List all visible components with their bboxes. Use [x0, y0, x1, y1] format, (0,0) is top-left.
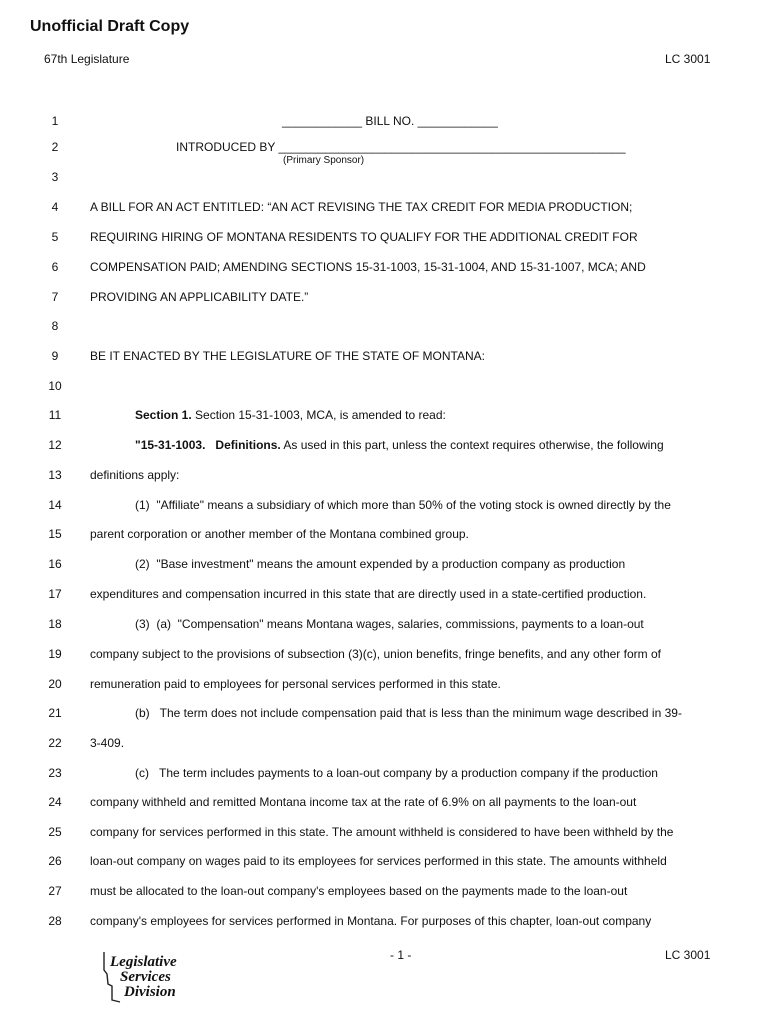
line-20: [0, 674, 770, 694]
line-number: 13: [48, 468, 62, 482]
line-22: [0, 733, 770, 753]
line-7: [0, 287, 770, 307]
draft-title: Unofficial Draft Copy: [30, 18, 190, 35]
line-number: 14: [48, 498, 62, 512]
body-text: loan-out company on wages paid to its employees for services performed in this state. The amounts withheld: [90, 854, 667, 868]
body-text: (3) (a) "Compensation" means Montana wages, salaries, commissions, payments to a loan-out: [135, 617, 644, 631]
line-number: 19: [48, 647, 62, 661]
line-number: 2: [51, 140, 59, 154]
bill-title-line: A BILL FOR AN ACT ENTITLED: “AN ACT REVISING THE TAX CREDIT FOR MEDIA PRODUCTION;: [90, 200, 633, 214]
logo-text-legislative: Legislative: [110, 954, 177, 970]
line-12: [0, 435, 770, 455]
line-number: 23: [48, 766, 62, 780]
line-number: 25: [48, 825, 62, 839]
line-9: [0, 346, 770, 366]
line-number: 3: [51, 170, 59, 184]
primary-sponsor-label: (Primary Sponsor): [283, 155, 365, 166]
line-number: 16: [48, 557, 62, 571]
body-text: (b) The term does not include compensation paid that is less than the minimum wage described in 39-: [135, 706, 682, 720]
lc-number-header: LC 3001: [665, 52, 711, 66]
line-23: [0, 763, 770, 783]
section-heading: Section 1.: [135, 408, 192, 422]
body-text: company subject to the provisions of subsection (3)(c), union benefits, fringe benefits, and any other form of: [90, 647, 661, 661]
bill-title-line: REQUIRING HIRING OF MONTANA RESIDENTS TO QUALIFY FOR THE ADDITIONAL CREDIT FOR: [90, 230, 638, 244]
logo-text-division: Division: [124, 984, 176, 1000]
body-text: 3-409.: [90, 736, 125, 750]
line-number: 9: [51, 349, 59, 363]
line-27: [0, 881, 770, 901]
body-text: (c) The term includes payments to a loan-out company by a production company if the production: [135, 766, 658, 780]
line-number: 8: [51, 319, 59, 333]
legislature-label: 67th Legislature: [44, 52, 130, 66]
line-13: [0, 465, 770, 485]
definitions-line: [135, 435, 664, 455]
bill-number-line: ____________ BILL NO. ____________: [282, 114, 498, 128]
line-number: 26: [48, 854, 62, 868]
body-text: remuneration paid to employees for personal services performed in this state.: [90, 677, 501, 691]
line-14: [0, 495, 770, 515]
line-11: [0, 405, 770, 425]
line-number: 24: [48, 795, 62, 809]
line-number: 17: [48, 587, 62, 601]
line-number: 5: [51, 230, 59, 244]
bill-title-line: COMPENSATION PAID; AMENDING SECTIONS 15-31-1003, 15-31-1004, AND 15-31-1007, MCA; AND: [90, 260, 646, 274]
line-24: [0, 792, 770, 812]
enacting-clause: BE IT ENACTED BY THE LEGISLATURE OF THE STATE OF MONTANA:: [90, 349, 485, 363]
definitions-heading: "15-31-1003. Definitions.: [135, 438, 281, 452]
body-text: definitions apply:: [90, 468, 180, 482]
line-25: [0, 822, 770, 842]
line-19: [0, 644, 770, 664]
line-number: 27: [48, 884, 62, 898]
introduced-by-line: INTRODUCED BY ____________________________________________________: [176, 140, 626, 154]
section-text: Section 15-31-1003, MCA, is amended to read:: [191, 408, 446, 422]
line-26: [0, 851, 770, 871]
line-21: [0, 703, 770, 723]
body-text: expenditures and compensation incurred in this state that are directly used in a state-certified production.: [90, 587, 647, 601]
body-text: parent corporation or another member of the Montana combined group.: [90, 527, 469, 541]
line-3: [0, 167, 770, 187]
line-number: 1: [51, 114, 59, 128]
line-number: 4: [51, 200, 59, 214]
line-18: [0, 614, 770, 634]
line-17: [0, 584, 770, 604]
line-16: [0, 554, 770, 574]
definitions-intro: As used in this part, unless the context requires otherwise, the following: [280, 438, 664, 452]
line-5: [0, 227, 770, 247]
legislative-services-logo: [98, 950, 194, 1004]
body-text: (1) "Affiliate" means a subsidiary of which more than 50% of the voting stock is owned directly by the: [135, 498, 671, 512]
bill-title-line: PROVIDING AN APPLICABILITY DATE.”: [90, 290, 309, 304]
lc-number-footer: LC 3001: [665, 948, 711, 962]
montana-outline-icon: [98, 950, 194, 1004]
line-2: [0, 137, 770, 157]
body-text: company's employees for services performed in Montana. For purposes of this chapter, loan-out company: [90, 914, 652, 928]
body-text: company for services performed in this state. The amount withheld is considered to have been withheld by the: [90, 825, 674, 839]
line-number: 20: [48, 677, 62, 691]
line-10: [0, 376, 770, 396]
line-1: [0, 111, 770, 131]
line-6: [0, 257, 770, 277]
line-number: 21: [48, 706, 62, 720]
line-number: 28: [48, 914, 62, 928]
line-8: [0, 316, 770, 336]
body-text: company withheld and remitted Montana income tax at the rate of 6.9% on all payments to the loan-out: [90, 795, 637, 809]
line-number: 11: [48, 408, 62, 422]
line-4: [0, 197, 770, 217]
line-number: 7: [51, 290, 59, 304]
logo-text-services: Services: [120, 969, 171, 985]
line-number: 15: [48, 527, 62, 541]
line-number: 10: [48, 379, 62, 393]
line-number: 6: [51, 260, 59, 274]
line-28: [0, 911, 770, 931]
line-number: 18: [48, 617, 62, 631]
body-text: must be allocated to the loan-out company's employees based on the payments made to the loan-out: [90, 884, 628, 898]
section-1-line: [135, 405, 446, 425]
page-number: - 1 -: [390, 948, 412, 962]
line-15: [0, 524, 770, 544]
body-text: (2) "Base investment" means the amount expended by a production company as production: [135, 557, 626, 571]
line-number: 22: [48, 736, 62, 750]
line-number: 12: [48, 438, 62, 452]
